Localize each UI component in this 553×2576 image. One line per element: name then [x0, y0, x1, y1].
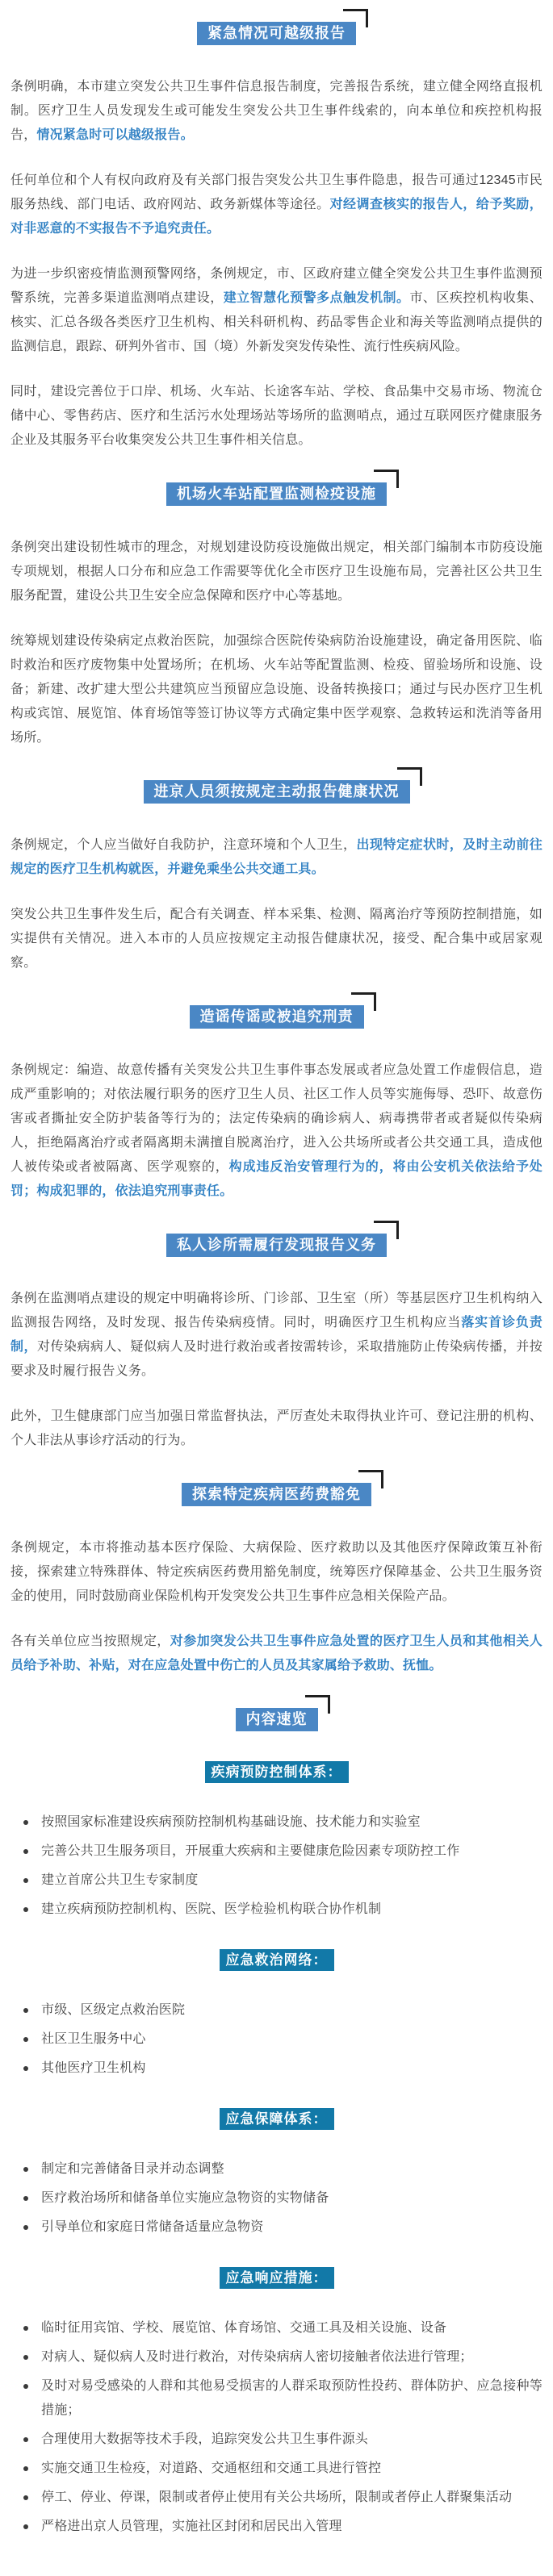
text-run: 任何单位和个人有权向政府及有关部门报告突发公共卫生事件隐患，报告可通过12345市民服务热线、部门电话、政府网站、政务新媒体等途径。 — [10, 173, 543, 211]
text-run: 社区卫生服务中心 — [41, 2032, 146, 2046]
bullet-text — [41, 2157, 224, 2181]
bullet-text — [41, 2316, 446, 2340]
bullet-dot-icon — [23, 2495, 28, 2500]
paragraph — [10, 75, 543, 148]
text-run: 此外，卫生健康部门应当加强日常监督执法，严厉查处未取得执业许可、登记注册的机构、个人非法从事诊疗活动的行为。 — [10, 1409, 543, 1447]
bullet-dot-icon — [23, 2167, 28, 2172]
text-run: 制定和完善储备目录并动态调整 — [41, 2162, 224, 2176]
text-run: 条例在监测哨点建设的规定中明确将诊所、门诊部、卫生室（所）等基层医疗卫生机构纳入监测报告网络，及时发现、报告传染病疫情。同时，明确医疗卫生机构应当 — [10, 1292, 543, 1330]
section-badge-label: 探索特定疾病医药费豁免 — [192, 1486, 361, 1502]
bullet-item — [10, 2157, 543, 2181]
bullet-text — [41, 2027, 146, 2052]
bullet-item — [10, 1868, 543, 1893]
highlight-run: 建立智慧化预警多点触发机制。 — [223, 291, 410, 305]
bullet-item — [10, 2428, 543, 2452]
section-badge — [236, 1708, 318, 1731]
text-run: 各有关单位应当按照规定， — [10, 1635, 170, 1648]
text-run: 建立疾病预防控制机构、医院、医学检验机构联合协作机制 — [41, 1902, 382, 1916]
text-run: 条例突出建设韧性城市的理念，对规划建设防疫设施做出规定，相关部门编制本市防疫设施专项规划，根据人口分布和应急工作需要等优化全市医疗卫生设施布局，完善社区公共卫生服务配置，建设公共卫生安全应急保障和医疗中心等基地。 — [10, 541, 543, 603]
highlight-run: 构成违反治安管理行为的，将由公安机关依法给予处罚；构成犯罪的，依法追究刑事责任。 — [10, 1160, 543, 1198]
bullet-item — [10, 1998, 543, 2023]
bullet-text — [41, 2345, 473, 2369]
bullet-text — [41, 2186, 329, 2211]
text-run: 完善公共卫生服务项目，开展重大疾病和主要健康危险因素专项防控工作 — [41, 1844, 460, 1858]
paragraph — [10, 1630, 543, 1678]
paragraph — [10, 169, 543, 241]
bullet-dot-icon — [23, 1907, 28, 1912]
corner-bracket-icon — [374, 1221, 399, 1239]
text-run: 及时对易受感染的人群和其他易受损害的人群采取预防性投药、群体防护、应急接种等措施； — [41, 2379, 543, 2417]
section-badge-label: 私人诊所需履行发现报告义务 — [177, 1237, 376, 1253]
text-run: 严格进出京人员管理，实施社区封闭和居民出入管理 — [41, 2520, 342, 2533]
bullet-item — [10, 1898, 543, 1922]
section-heading — [10, 482, 543, 506]
paragraph — [10, 536, 543, 608]
subsection-badge: 疾病预防控制体系： — [205, 1761, 349, 1783]
text-run: 对病人、疑似病人及时进行救治，对传染病病人密切接触者依法进行管理； — [41, 2350, 473, 2364]
bullet-text — [41, 2515, 342, 2539]
text-run: 医疗救治场所和储备单位实施应急物资的实物储备 — [41, 2191, 329, 2205]
bullet-dot-icon — [23, 2008, 28, 2013]
bullet-text — [41, 2486, 512, 2510]
bullet-text — [41, 2374, 543, 2423]
section-heading — [10, 22, 543, 45]
subsection-heading — [10, 2108, 543, 2130]
subsection-heading — [10, 2267, 543, 2289]
section-badge-label: 进京人员须按规定主动报告健康状况 — [153, 783, 400, 800]
bullet-item — [10, 1810, 543, 1835]
highlight-run: 落实首诊负责制， — [10, 1316, 543, 1354]
section-badge-label: 造谣传谣或被追究刑责 — [199, 1008, 354, 1025]
text-run: 建立首席公共卫生专家制度 — [41, 1873, 199, 1887]
bullet-item — [10, 2027, 543, 2052]
corner-bracket-icon — [305, 1695, 330, 1714]
bullet-text — [41, 1998, 185, 2023]
text-run: 同时，建设完善位于口岸、机场、火车站、长途客车站、学校、食品集中交易市场、物流仓储中心、零售药店、医疗和生活污水处理场站等场所的监测哨点，通过互联网医疗健康服务企业及其服务平台收集突发公共卫生事件相关信息。 — [10, 385, 543, 447]
text-run: 条例规定：编造、故意传播有关突发公共卫生事件事态发展或者应急处置工作虚假信息，造成严重影响的；对依法履行职务的医疗卫生人员、社区工作人员等实施侮辱、恐吓、故意伤害或者撕扯安全防护装备等行为的；法定传染病的确诊病人、病毒携带者或者疑似传染病人，拒绝隔离治疗或者隔离期未满擅自脱离治疗，进入公共场所或者公共交通工具，造成他人被传染或者被隔离、医学观察的， — [10, 1063, 543, 1174]
section-badge — [197, 22, 356, 45]
paragraph — [10, 1536, 543, 1609]
subsection-heading — [10, 1761, 543, 1783]
paragraph — [10, 1405, 543, 1453]
highlight-run: 对经调查核实的报告人，给予奖励，对非恶意的不实报告不予追究责任。 — [10, 198, 543, 236]
bullet-text — [41, 2457, 381, 2481]
bullet-dot-icon — [23, 2326, 28, 2331]
text-run: 实施交通卫生检疫，对道路、交通枢纽和交通工具进行管控 — [41, 2461, 382, 2475]
bullet-dot-icon — [23, 1878, 28, 1883]
section-heading — [10, 1234, 543, 1257]
subsection-badge: 应急保障体系： — [220, 2108, 334, 2130]
text-run: 市级、区级定点救治医院 — [41, 2003, 186, 2017]
bullet-dot-icon — [23, 2355, 28, 2360]
highlight-run: 对参加突发公共卫生事件应急处置的医疗卫生人员和其他相关人员给予补助、补贴，对在应急处置中伤亡的人员及其家属给予救助、抚恤。 — [10, 1635, 543, 1672]
text-run: 引导单位和家庭日常储备适量应急物资 — [41, 2220, 264, 2234]
text-run: 条例明确，本市建立突发公共卫生事件信息报告制度，完善报告系统，建立健全网络直报机制。医疗卫生人员发现发生或可能发生突发公共卫生事件线索的，向本单位和疾控机构报告， — [10, 80, 543, 142]
bullet-item — [10, 1839, 543, 1864]
text-run: 市、区疾控机构收集、核实、汇总各级各类医疗卫生机构、相关科研机构、药品零售企业和海关等监测哨点提供的监测信息，跟踪、研判外省市、国（境）外新发突发传染性、流行性疾病风险。 — [10, 291, 543, 353]
subsection-heading — [10, 1949, 543, 1971]
corner-bracket-icon — [358, 1470, 383, 1488]
bullet-dot-icon — [23, 2066, 28, 2071]
section-badge-label: 紧急情况可越级报告 — [207, 25, 346, 41]
bullet-item — [10, 2515, 543, 2539]
bullet-dot-icon — [23, 1849, 28, 1854]
bullet-dot-icon — [23, 2524, 28, 2529]
section-badge-label: 内容速览 — [245, 1711, 308, 1727]
text-run: 按照国家标准建设疾病预防控制机构基础设施、技术能力和实验室 — [41, 1815, 421, 1829]
text-run: 统筹规划建设传染病定点救治医院，加强综合医院传染病防治设施建设，确定备用医院、临时救治和医疗废物集中处置场所；在机场、火车站等配置监测、检疫、留验场所和设施、设备；新建、改扩建大型公共建筑应当预留应急设施、设备转换接口；通过与民办医疗卫生机构或宾馆、展览馆、体育场馆等签订协议等方式确定集中医学观察、急救转运和洗消等备用场所。 — [10, 634, 543, 745]
bullet-item — [10, 2186, 543, 2211]
paragraph — [10, 1058, 543, 1204]
bullet-text — [41, 1898, 381, 1922]
bullet-dot-icon — [23, 2384, 28, 2389]
text-run: 为进一步织密疫情监测预警网络，条例规定，市、区政府建立健全突发公共卫生事件监测预警系统，完善多渠道监测哨点建设， — [10, 267, 543, 305]
bullet-item — [10, 2486, 543, 2510]
section-heading — [10, 1483, 543, 1506]
bullet-text — [41, 2056, 146, 2081]
section-badge — [144, 780, 410, 804]
section-heading — [10, 780, 543, 804]
bullet-item — [10, 2457, 543, 2481]
bullet-item — [10, 2345, 543, 2369]
text-run: 临时征用宾馆、学校、展览馆、体育场馆、交通工具及相关设施、设备 — [41, 2321, 447, 2335]
section-badge — [190, 1005, 364, 1029]
section-badge — [182, 1483, 371, 1506]
subsection-badge: 应急响应措施： — [220, 2267, 334, 2289]
paragraph — [10, 1287, 543, 1384]
text-run: 条例规定，个人应当做好自我防护，注意环境和个人卫生， — [10, 838, 357, 852]
section-heading — [10, 1005, 543, 1029]
bullet-dot-icon — [23, 1820, 28, 1825]
paragraph — [10, 629, 543, 750]
highlight-run: 情况紧急时可以越级报告。 — [36, 128, 194, 142]
bullet-text — [41, 2428, 368, 2452]
bullet-dot-icon — [23, 2037, 28, 2042]
paragraph — [10, 262, 543, 359]
paragraph — [10, 903, 543, 975]
bullet-text — [41, 1839, 459, 1864]
text-run: 其他医疗卫生机构 — [41, 2061, 146, 2075]
bullet-item — [10, 2374, 543, 2423]
paragraph — [10, 833, 543, 882]
bullet-item — [10, 2316, 543, 2340]
highlight-run: 出现特定症状时，及时主动前往规定的医疗卫生机构就医，并避免乘坐公共交通工具。 — [10, 838, 543, 876]
corner-bracket-icon — [397, 767, 422, 786]
bullet-text — [41, 1868, 198, 1893]
bullet-text — [41, 2215, 263, 2240]
bullet-dot-icon — [23, 2225, 28, 2230]
section-heading — [10, 1708, 543, 1731]
bullet-item — [10, 2215, 543, 2240]
section-badge — [166, 482, 387, 506]
section-badge-label: 机场火车站配置监测检疫设施 — [177, 486, 376, 502]
subsection-badge: 应急救治网络： — [220, 1949, 334, 1971]
text-run: 突发公共卫生事件发生后，配合有关调查、样本采集、检测、隔离治疗等预防控制措施，如实提供有关情况。进入本市的人员应按规定主动报告健康状况，接受、配合集中或居家观察。 — [10, 908, 543, 970]
paragraph — [10, 380, 543, 453]
text-run: 对传染病病人、疑似病人及时进行救治或者按需转诊，采取措施防止传染病传播，并按要求及时履行报告义务。 — [10, 1340, 543, 1378]
text-run: 条例规定，本市将推动基本医疗保险、大病保险、医疗救助以及其他医疗保障政策互补衔接，探索建立特殊群体、特定疾病医药费用豁免制度，统筹医疗保障基金、公共卫生服务资金的使用，同时鼓励商业保险机构开发突发公共卫生事件应急相关保险产品。 — [10, 1541, 543, 1603]
section-badge — [166, 1234, 387, 1257]
corner-bracket-icon — [374, 470, 399, 488]
bullet-dot-icon — [23, 2437, 28, 2442]
bullet-dot-icon — [23, 2466, 28, 2471]
text-run: 停工、停业、停课，限制或者停止使用有关公共场所，限制或者停止人群聚集活动 — [41, 2490, 513, 2504]
bullet-dot-icon — [23, 2196, 28, 2201]
corner-bracket-icon — [351, 992, 376, 1011]
bullet-item — [10, 2056, 543, 2081]
bullet-text — [41, 1810, 421, 1835]
text-run: 合理使用大数据等技术手段，追踪突发公共卫生事件源头 — [41, 2432, 369, 2446]
corner-bracket-icon — [343, 9, 368, 27]
